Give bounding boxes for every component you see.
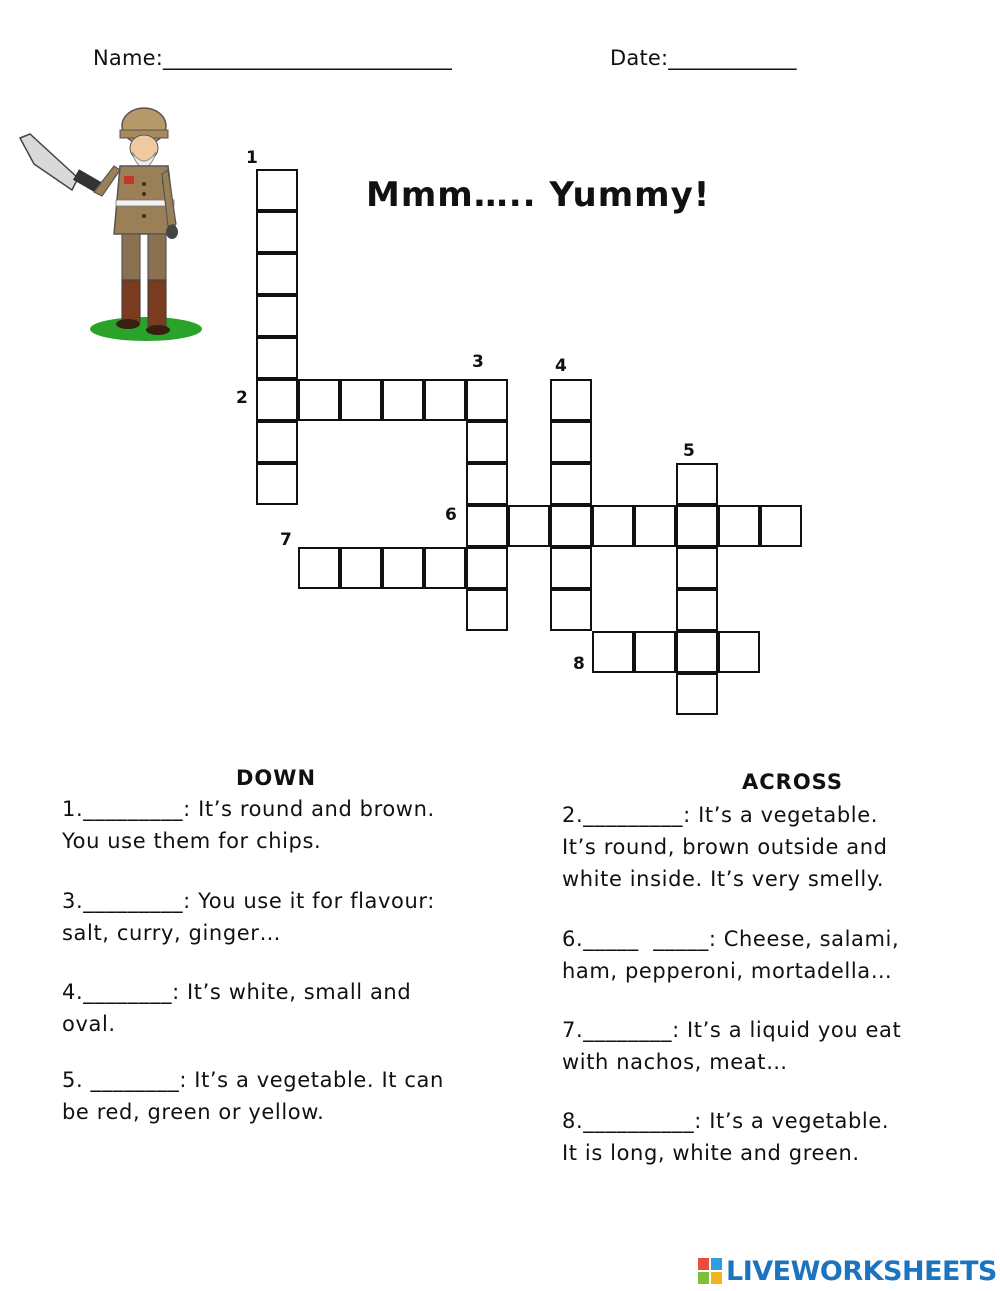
clue-text: : It’s a vegetable. It can be red, green or yellow. (62, 1068, 444, 1124)
answer-blank[interactable]: _____ _____ (583, 927, 709, 951)
clue-text: : Cheese, salami, ham, pepperoni, mortadella… (562, 927, 900, 983)
crossword-cell[interactable] (382, 547, 424, 589)
date-label: Date: (610, 46, 669, 70)
crossword-cell[interactable] (676, 547, 718, 589)
answer-blank[interactable]: ________ (90, 1068, 180, 1092)
clue-number: 1 (246, 148, 258, 168)
across-clue-6 (562, 923, 899, 987)
crossword-cell[interactable] (256, 211, 298, 253)
liveworksheets-logo-icon (698, 1258, 722, 1284)
across-clue-2 (562, 799, 888, 895)
down-clue-5 (62, 1064, 444, 1128)
crossword-cell[interactable] (634, 631, 676, 673)
clue-number: 6 (445, 505, 457, 525)
crossword-cell[interactable] (550, 379, 592, 421)
crossword-cell[interactable] (466, 589, 508, 631)
clue-label: 6. (562, 927, 584, 951)
crossword-cell[interactable] (592, 505, 634, 547)
date-field[interactable] (610, 46, 797, 70)
crossword-cell[interactable] (676, 505, 718, 547)
crossword-cell[interactable] (256, 463, 298, 505)
crossword-cell[interactable] (466, 421, 508, 463)
crossword-cell[interactable] (550, 463, 592, 505)
down-clue-3 (62, 885, 435, 949)
crossword-cell[interactable] (676, 589, 718, 631)
name-field[interactable] (93, 46, 452, 70)
clue-label: 5. (62, 1068, 91, 1092)
answer-blank[interactable]: ________ (83, 980, 173, 1004)
crossword-cell[interactable] (466, 547, 508, 589)
crossword-cell[interactable] (382, 379, 424, 421)
down-clue-4 (62, 976, 411, 1040)
clue-number: 2 (236, 388, 248, 408)
crossword-cell[interactable] (256, 379, 298, 421)
answer-blank[interactable]: ________ (583, 1018, 673, 1042)
clue-label: 7. (562, 1018, 584, 1042)
crossword-cell[interactable] (466, 463, 508, 505)
crossword-cell[interactable] (550, 505, 592, 547)
crossword-cell[interactable] (550, 589, 592, 631)
across-clue-8 (562, 1105, 889, 1169)
crossword-cell[interactable] (550, 421, 592, 463)
crossword-cell[interactable] (676, 463, 718, 505)
across-heading: ACROSS (742, 770, 843, 794)
crossword-cell[interactable] (508, 505, 550, 547)
crossword-cell[interactable] (466, 505, 508, 547)
answer-blank[interactable]: _________ (583, 803, 684, 827)
crossword-cell[interactable] (256, 169, 298, 211)
clue-text: : It’s round and brown. You use them for chips. (62, 797, 435, 853)
date-line[interactable]: ____________ (668, 46, 797, 70)
crossword-cell[interactable] (592, 631, 634, 673)
crossword-cell[interactable] (718, 631, 760, 673)
clue-text: : It’s a vegetable. It’s round, brown outside and white inside. It’s very smelly. (562, 803, 888, 891)
clue-number: 3 (472, 352, 484, 372)
brand-text: LIVEWORKSHEETS (726, 1255, 997, 1287)
crossword-cell[interactable] (424, 547, 466, 589)
across-clue-7 (562, 1014, 901, 1078)
name-line[interactable]: ___________________________ (163, 46, 452, 70)
clue-label: 2. (562, 803, 584, 827)
clue-label: 1. (62, 797, 84, 821)
clue-text: : It’s a liquid you eat with nachos, meat… (562, 1018, 902, 1074)
clue-label: 8. (562, 1109, 584, 1133)
clue-label: 4. (62, 980, 84, 1004)
crossword-cell[interactable] (676, 631, 718, 673)
down-heading: DOWN (236, 766, 317, 790)
crossword-cell[interactable] (298, 379, 340, 421)
answer-blank[interactable]: _________ (83, 889, 184, 913)
crossword-cell[interactable] (718, 505, 760, 547)
crossword-cell[interactable] (340, 547, 382, 589)
clue-text: : You use it for flavour: salt, curry, ginger… (62, 889, 435, 945)
crossword-cell[interactable] (298, 547, 340, 589)
clue-number: 7 (280, 530, 292, 550)
crossword-cell[interactable] (760, 505, 802, 547)
crossword-cell[interactable] (424, 379, 466, 421)
answer-blank[interactable]: __________ (583, 1109, 695, 1133)
answer-blank[interactable]: _________ (83, 797, 184, 821)
crossword-cell[interactable] (340, 379, 382, 421)
soldier-with-machete-icon (16, 104, 208, 350)
liveworksheets-brand[interactable] (698, 1256, 997, 1286)
crossword-cell[interactable] (634, 505, 676, 547)
crossword-cell[interactable] (676, 673, 718, 715)
name-label: Name: (93, 46, 164, 70)
worksheet-title: Mmm….. Yummy! (366, 175, 711, 215)
clue-label: 3. (62, 889, 84, 913)
clue-text: : It’s a vegetable. It is long, white and green. (562, 1109, 890, 1165)
crossword-cell[interactable] (256, 253, 298, 295)
crossword-cell[interactable] (256, 295, 298, 337)
down-clue-1 (62, 793, 435, 857)
clue-number: 8 (573, 654, 585, 674)
clue-number: 4 (555, 356, 567, 376)
crossword-cell[interactable] (256, 421, 298, 463)
crossword-cell[interactable] (256, 337, 298, 379)
clue-text: : It’s white, small and oval. (62, 980, 412, 1036)
clue-number: 5 (683, 441, 695, 461)
crossword-cell[interactable] (550, 547, 592, 589)
crossword-cell[interactable] (466, 379, 508, 421)
